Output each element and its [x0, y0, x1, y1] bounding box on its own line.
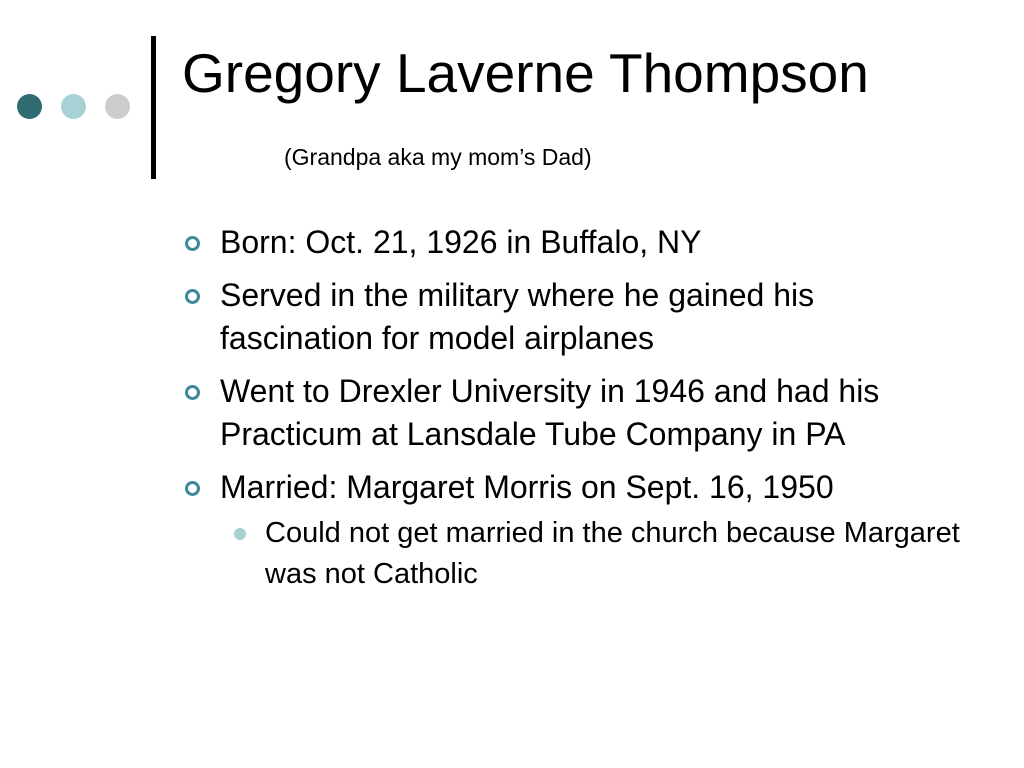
sub-bullet-dot-icon — [234, 528, 246, 540]
dot-light-teal — [61, 94, 86, 119]
slide-title: Gregory Laverne Thompson — [182, 42, 869, 104]
bullet-text: Married: Margaret Morris on Sept. 16, 1950 — [220, 469, 834, 505]
bullet-item — [183, 274, 963, 360]
bullet-circle-icon — [185, 236, 200, 251]
bullet-item — [183, 466, 963, 595]
bullet-list — [183, 221, 963, 605]
bullet-circle-icon — [185, 289, 200, 304]
sub-bullet-text: Could not get married in the church because Margaret was not Catholic — [265, 517, 960, 590]
bullet-circle-icon — [185, 385, 200, 400]
dot-dark-teal — [17, 94, 42, 119]
slide-subtitle: (Grandpa aka my mom’s Dad) — [284, 144, 592, 170]
title-divider — [151, 36, 156, 179]
decorative-dots — [17, 94, 132, 120]
sub-bullet-list — [220, 513, 963, 595]
bullet-circle-icon — [185, 481, 200, 496]
bullet-text: Born: Oct. 21, 1926 in Buffalo, NY — [220, 224, 702, 260]
bullet-text: Served in the military where he gained his fascination for model airplanes — [220, 277, 815, 356]
bullet-item — [183, 370, 963, 456]
dot-gray — [105, 94, 130, 119]
sub-bullet-item — [220, 513, 963, 595]
bullet-text: Went to Drexler University in 1946 and had his Practicum at Lansdale Tube Company in PA — [220, 373, 880, 452]
bullet-item — [183, 221, 963, 264]
